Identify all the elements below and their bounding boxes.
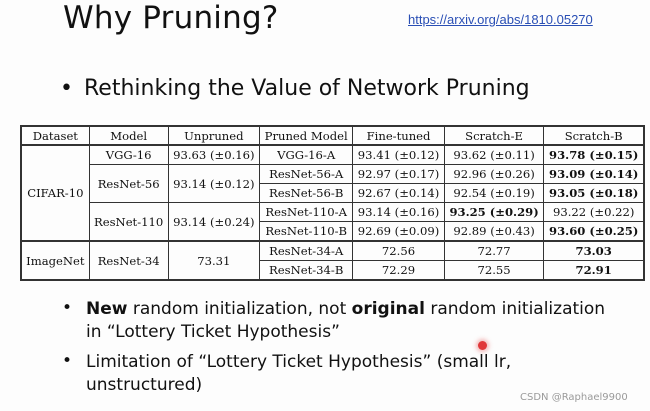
cell-unpruned: 93.63 (±0.16) xyxy=(168,145,260,165)
cell-pruned-model: ResNet-110-A xyxy=(260,203,353,222)
cell-unpruned: 93.14 (±0.12) xyxy=(168,165,260,203)
text-part: random initialization in “Lottery Ticket Hypothesis” xyxy=(86,299,606,342)
cell-scratch-b: 93.60 (±0.25) xyxy=(544,222,644,242)
cell-scratch-e: 93.62 (±0.11) xyxy=(444,145,544,165)
cell-model: ResNet-56 xyxy=(89,165,168,203)
cell-model: VGG-16 xyxy=(89,145,168,165)
cell-unpruned: 93.14 (±0.24) xyxy=(168,203,260,242)
bullet-icon: • xyxy=(62,298,73,318)
cell-unpruned: 73.31 xyxy=(168,241,260,280)
cell-scratch-e: 92.54 (±0.19) xyxy=(444,184,544,203)
cell-scratch-b: 73.03 xyxy=(544,241,644,261)
cell-dataset-cifar: CIFAR-10 xyxy=(21,145,89,241)
bold-original: original xyxy=(351,299,425,319)
cell-pruned-model: VGG-16-A xyxy=(260,145,353,165)
bullet-text: Limitation of “Lottery Ticket Hypothesis” (small lr, unstructured) xyxy=(86,352,512,395)
header-dataset: Dataset xyxy=(21,126,89,145)
cell-scratch-b: 72.91 xyxy=(544,261,644,281)
cell-scratch-b: 93.09 (±0.14) xyxy=(544,165,644,184)
cell-pruned-model: ResNet-34-B xyxy=(260,261,353,281)
bullet-limitation xyxy=(62,351,622,397)
header-fine-tuned: Fine-tuned xyxy=(353,126,445,145)
table-row xyxy=(21,241,644,261)
cell-fine-tuned: 93.14 (±0.16) xyxy=(353,203,445,222)
bullet-icon: • xyxy=(62,351,73,371)
header-model: Model xyxy=(89,126,168,145)
cell-fine-tuned: 93.41 (±0.12) xyxy=(353,145,445,165)
table-header-row xyxy=(21,126,644,145)
laser-pointer-dot xyxy=(478,341,487,350)
cell-fine-tuned: 72.56 xyxy=(353,241,445,261)
cell-pruned-model: ResNet-56-B xyxy=(260,184,353,203)
cell-fine-tuned: 72.29 xyxy=(353,261,445,281)
cell-fine-tuned: 92.67 (±0.14) xyxy=(353,184,445,203)
cell-fine-tuned: 92.69 (±0.09) xyxy=(353,222,445,242)
bold-new: New xyxy=(86,299,128,319)
main-bullet xyxy=(60,76,530,101)
table-row xyxy=(21,145,644,165)
watermark: CSDN @Raphael9900 xyxy=(520,392,628,403)
header-unpruned: Unpruned xyxy=(168,126,260,145)
bullet-text xyxy=(86,298,622,344)
cell-fine-tuned: 92.97 (±0.17) xyxy=(353,165,445,184)
header-scratch-e: Scratch-E xyxy=(444,126,544,145)
cell-dataset-imagenet: ImageNet xyxy=(21,241,89,280)
cell-model: ResNet-34 xyxy=(89,241,168,280)
cell-pruned-model: ResNet-110-B xyxy=(260,222,353,242)
cell-scratch-e: 92.89 (±0.43) xyxy=(444,222,544,242)
cell-scratch-e: 72.55 xyxy=(444,261,544,281)
slide-title: Why Pruning? xyxy=(63,0,279,36)
cell-scratch-e: 92.96 (±0.26) xyxy=(444,165,544,184)
results-table xyxy=(20,125,645,281)
cell-scratch-b: 93.05 (±0.18) xyxy=(544,184,644,203)
header-pruned-model: Pruned Model xyxy=(260,126,353,145)
bullet-new-initialization xyxy=(62,298,622,344)
bullet-icon: • xyxy=(60,76,73,101)
cell-model: ResNet-110 xyxy=(89,203,168,242)
main-bullet-text: Rethinking the Value of Network Pruning xyxy=(84,76,530,101)
header-scratch-b: Scratch-B xyxy=(544,126,644,145)
cell-scratch-e: 93.25 (±0.29) xyxy=(444,203,544,222)
text-part: random initialization, not xyxy=(127,299,352,319)
cell-pruned-model: ResNet-56-A xyxy=(260,165,353,184)
cell-pruned-model: ResNet-34-A xyxy=(260,241,353,261)
cell-scratch-b: 93.78 (±0.15) xyxy=(544,145,644,165)
cell-scratch-b: 93.22 (±0.22) xyxy=(544,203,644,222)
table-row xyxy=(21,203,644,222)
paper-link[interactable]: https://arxiv.org/abs/1810.05270 xyxy=(408,12,593,27)
cell-scratch-e: 72.77 xyxy=(444,241,544,261)
table-row xyxy=(21,165,644,184)
